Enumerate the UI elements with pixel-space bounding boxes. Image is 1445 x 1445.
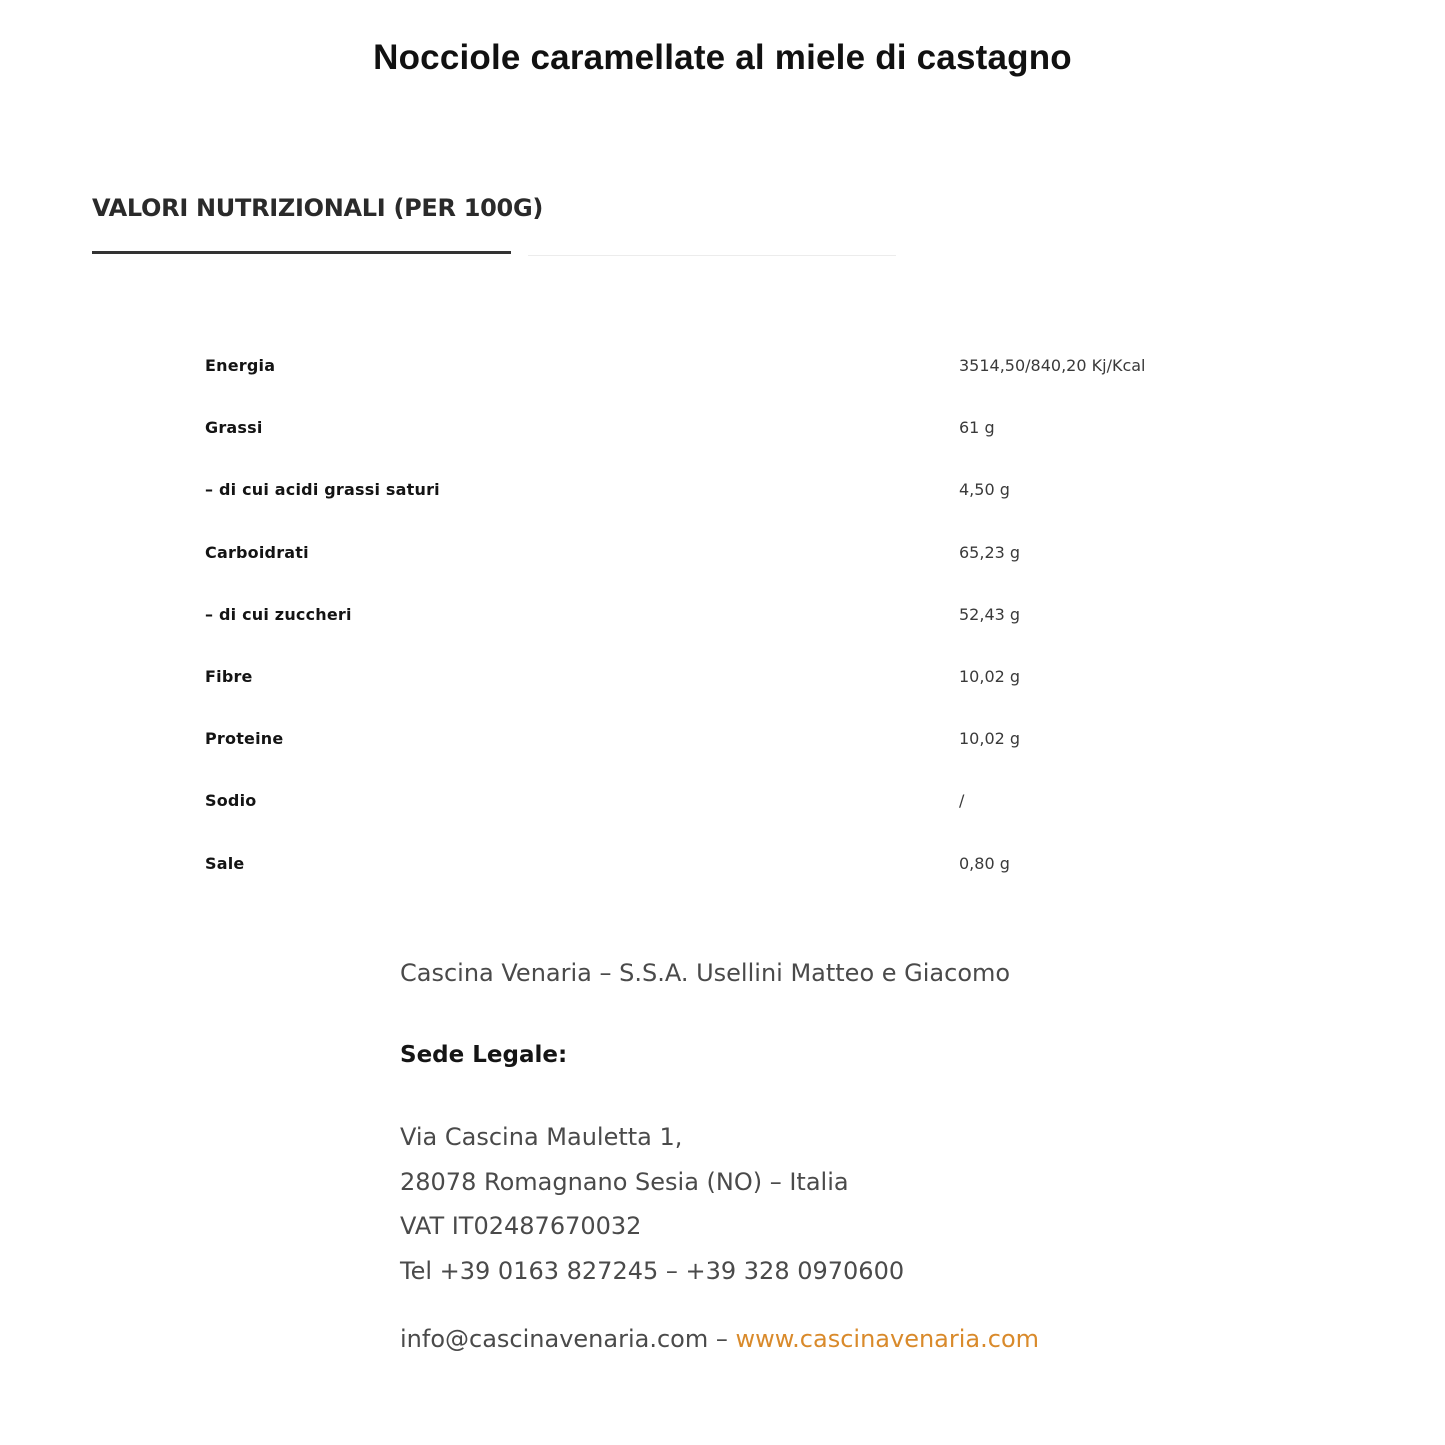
table-row [205,460,1205,522]
table-row [205,834,1205,896]
nutrient-name: Carboidrati [205,542,309,562]
nutrient-name: – di cui zuccheri [205,604,352,624]
nutrient-name: Fibre [205,666,253,686]
table-row [205,398,1205,460]
nutrient-value: / [959,791,965,811]
page-title: Nocciole caramellate al miele di castagno [373,38,1072,77]
nutrient-value: 3514,50/840,20 Kj/Kcal [959,356,1146,375]
nutrient-name: Sodio [205,791,257,811]
company-name: Cascina Venaria – S.S.A. Usellini Matteo e Giacomo [400,959,1011,987]
nutrient-value: 61 g [959,418,995,438]
contact-separator: – [708,1325,736,1353]
tab-nutritional-values[interactable]: VALORI NUTRIZIONALI (PER 100G) [92,194,544,222]
nutrient-name: Grassi [205,418,263,438]
nutrition-table [205,336,1205,896]
nutrient-name: Energia [205,356,276,375]
nutrient-value: 65,23 g [959,542,1021,562]
email-link[interactable]: info@cascinavenaria.com [400,1325,709,1353]
nutrient-value: 0,80 g [959,853,1010,873]
vat-number: VAT IT02487670032 [400,1212,642,1240]
tab-divider [528,255,896,256]
nutrient-value: 10,02 g [959,666,1021,686]
address-block [400,1119,1300,1297]
nutrient-value: 10,02 g [959,729,1021,749]
contact-line [400,1325,1300,1353]
table-row [205,647,1205,709]
company-info [400,955,1300,1353]
legal-address-heading: Sede Legale: [400,1042,568,1068]
nutrient-name: – di cui acidi grassi saturi [205,480,440,500]
table-row [205,336,1205,398]
phone-numbers: Tel +39 0163 827245 – +39 328 0970600 [400,1256,905,1285]
table-row [205,585,1205,647]
nutrient-name: Proteine [205,729,284,749]
table-row [205,709,1205,771]
website-link[interactable]: www.cascinavenaria.com [735,1325,1039,1353]
nutrient-value: 4,50 g [959,480,1010,500]
table-row [205,771,1205,833]
address-city: 28078 Romagnano Sesia (NO) – Italia [400,1167,849,1196]
nutrient-value: 52,43 g [959,604,1021,624]
address-street: Via Cascina Mauletta 1, [400,1123,683,1151]
active-tab-indicator [92,251,511,254]
nutrient-name: Sale [205,853,245,873]
table-row [205,523,1205,585]
